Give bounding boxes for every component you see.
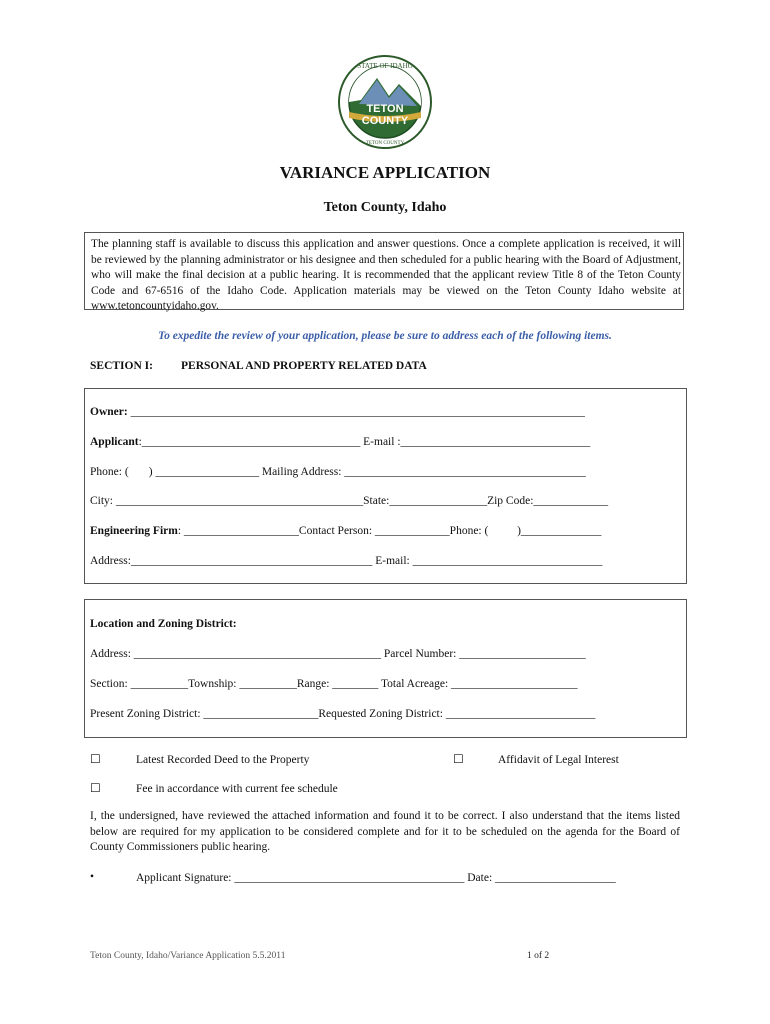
address-email-field[interactable]: Address:__________________________________________ E-mail: _________________________________ [90, 555, 603, 567]
zoning-district-field[interactable]: Present Zoning District: ____________________Requested Zoning District: __________________________ [90, 708, 596, 720]
page-title: VARIANCE APPLICATION [279, 163, 491, 182]
instruction-text: To expedite the review of your application, please be sure to address each of the following items. [158, 330, 612, 342]
affidavit-label: Affidavit of Legal Interest [498, 754, 619, 766]
page-subtitle: Teton County, Idaho [323, 200, 447, 215]
section-title: PERSONAL AND PROPERTY RELATED DATA [181, 360, 427, 372]
affidavit-checkbox[interactable]: ☐ [453, 752, 464, 766]
fee-label: Fee in accordance with current fee schedule [136, 783, 338, 795]
deed-checkbox[interactable]: ☐ [90, 752, 101, 766]
teton-county-seal [337, 54, 433, 150]
section-label: SECTION I: [90, 360, 153, 372]
deed-label: Latest Recorded Deed to the Property [136, 754, 310, 766]
intro-box [84, 232, 684, 310]
phone-mailing-field[interactable]: Phone: ( ) __________________ Mailing Address: __________________________________________ [90, 466, 586, 478]
location-heading: Location and Zoning District: [90, 618, 237, 630]
applicant-line: :______________________________________ E-mail :_________________________________ [138, 436, 591, 448]
owner-line: _______________________________________________________________________________ [127, 406, 585, 418]
seal-ring-text: STATE OF IDAHO [357, 62, 413, 70]
page-number: 1 of 2 [527, 951, 550, 961]
location-address-field[interactable]: Address: ___________________________________________ Parcel Number: ______________________ [90, 648, 586, 660]
seal-name-line1: TETON [366, 103, 404, 115]
section-township-range-field[interactable]: Section: __________Township: __________Range: ________ Total Acreage: ______________________ [90, 678, 578, 690]
seal-name-line2: COUNTY [361, 115, 409, 127]
engineering-firm-field[interactable] [90, 525, 601, 537]
signature-date-field[interactable]: Applicant Signature: ________________________________________ Date: _____________________ [136, 872, 616, 884]
owner-field[interactable] [90, 406, 585, 418]
seal-bottom-text: TETON COUNTY [365, 141, 405, 146]
engineering-firm-line: : ____________________Contact Person: _____________Phone: ( )______________ [177, 525, 602, 537]
engineering-firm-label: Engineering Firm [90, 525, 178, 537]
intro-text: The planning staff is available to discuss this application and answer questions. Once a complete application is received, it will be reviewed by the planning administrator or his designee and then scheduled for a public hearing with the Board of Adjustment, who will make the final decision at a public hearing. It is recommended that the applicant review Title 8 of the Teton County Code and 67-6516 of the Idaho Code. Application materials may be viewed on the Teton County Idaho website at www.tetoncountyidaho.gov. [91, 238, 681, 312]
city-state-zip-field[interactable]: City: ___________________________________________State:_________________Zip Code:_____________ [90, 495, 609, 507]
owner-label: Owner: [90, 406, 128, 418]
certification-text: I, the undersigned, have reviewed the attached information and found it to be correct. I also understand that the items listed below are required for my application to be considered complete and for it to be scheduled on the agenda for the Board of County Commissioners public hearing. [90, 810, 680, 853]
bullet: • [90, 871, 95, 883]
applicant-field[interactable] [90, 436, 590, 448]
applicant-label: Applicant [90, 436, 139, 448]
footer-document-info: Teton County, Idaho/Variance Application 5.5.2011 [90, 951, 286, 961]
fee-checkbox[interactable]: ☐ [90, 781, 101, 795]
